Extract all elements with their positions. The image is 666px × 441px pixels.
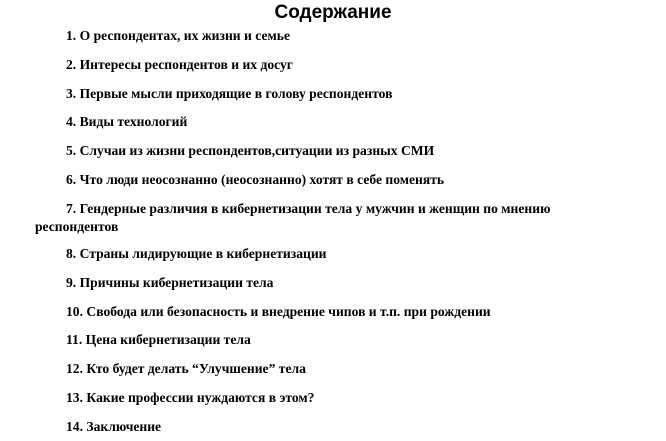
toc-item-6: 6. Что люди неосознанно (неосознанно) хотят в себе поменять xyxy=(66,172,445,187)
toc-item-11: 11. Цена кибернетизации тела xyxy=(66,332,251,347)
toc-item-3: 3. Первые мысли приходящие в голову респондентов xyxy=(66,86,393,101)
toc-item-1: 1. О респондентах, их жизни и семье xyxy=(66,28,290,43)
toc-item-14: 14. Заключение xyxy=(66,419,162,434)
page-title: Содержание xyxy=(274,2,392,23)
toc-item-7: 7. Гендерные различия в кибернетизации тела у мужчин и женщин по мнению респондентов xyxy=(35,201,551,234)
toc-item-4: 4. Виды технологий xyxy=(66,114,188,129)
toc-item-13: 13. Какие профессии нуждаются в этом? xyxy=(66,390,315,405)
toc-item-12: 12. Кто будет делать “Улучшение” тела xyxy=(66,361,306,376)
toc-item-2: 2. Интересы респондентов и их досуг xyxy=(66,57,293,72)
toc-item-8: 8. Страны лидирующие в кибернетизации xyxy=(66,246,327,261)
toc-item-9: 9. Причины кибернетизации тела xyxy=(66,275,274,290)
toc-item-10: 10. Свобода или безопасность и внедрение чипов и т.п. при рождении xyxy=(66,304,491,319)
toc-item-5: 5. Случаи из жизни респондентов,ситуации из разных СМИ xyxy=(66,143,435,158)
